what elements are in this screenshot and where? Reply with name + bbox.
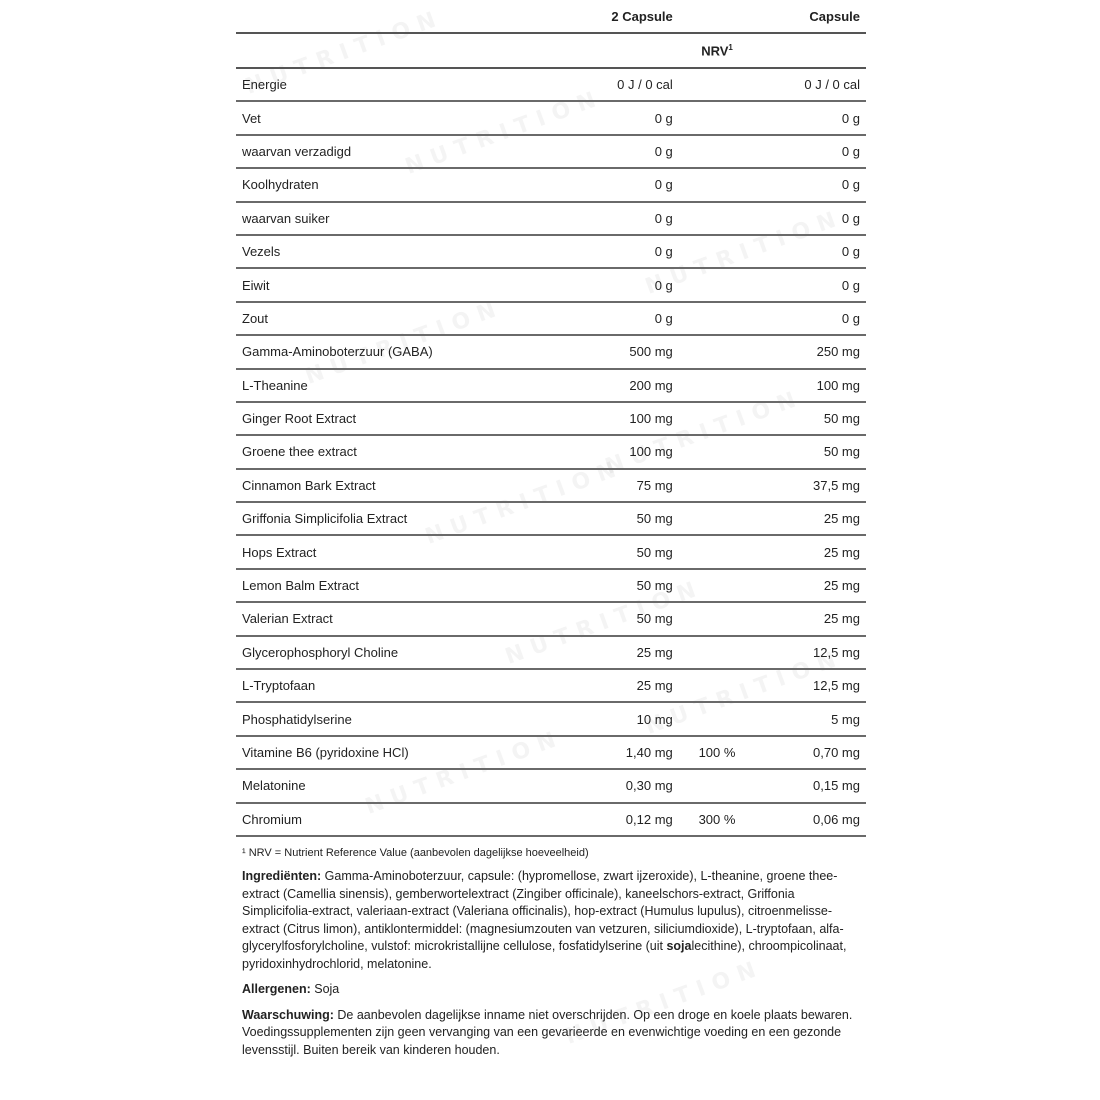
value-one-capsule: 0 J / 0 cal — [761, 68, 866, 101]
value-one-capsule: 0,06 mg — [761, 803, 866, 836]
nutrient-name: Melatonine — [236, 769, 547, 802]
nutrient-name: L-Theanine — [236, 369, 547, 402]
warning-paragraph: Waarschuwing: De aanbevolen dagelijkse inname niet overschrijden. Op een droge en koele plaats bewaren. Voedingssupplementen zijn geen vervanging van een gevarieerde en evenwichtige voeding en een gezonde levensstijl. Buiten bereik van kinderen houden. — [242, 1007, 853, 1057]
table-row — [236, 535, 866, 568]
header-one-capsule: Capsule — [761, 0, 866, 33]
table-subheader-row — [236, 33, 866, 68]
value-two-capsule: 0,12 mg — [547, 803, 673, 836]
table-row — [236, 235, 866, 268]
table-row — [236, 469, 866, 502]
value-nrv — [673, 669, 761, 702]
value-nrv — [673, 369, 761, 402]
value-two-capsule: 200 mg — [547, 369, 673, 402]
nutrient-name: Groene thee extract — [236, 435, 547, 468]
value-one-capsule: 100 mg — [761, 369, 866, 402]
value-nrv — [673, 335, 761, 368]
table-row — [236, 502, 866, 535]
value-one-capsule: 0 g — [761, 202, 866, 235]
nutrient-name: Koolhydraten — [236, 168, 547, 201]
value-two-capsule: 1,40 mg — [547, 736, 673, 769]
value-nrv — [673, 469, 761, 502]
nutrition-table — [236, 0, 866, 837]
nutrient-name: waarvan suiker — [236, 202, 547, 235]
table-row — [236, 803, 866, 836]
value-two-capsule: 0 g — [547, 168, 673, 201]
table-row — [236, 335, 866, 368]
table-row — [236, 369, 866, 402]
table-row — [236, 268, 866, 301]
nrv-footnote-marker: 1 — [728, 42, 733, 52]
nutrient-name: Griffonia Simplicifolia Extract — [236, 502, 547, 535]
table-header-row — [236, 0, 866, 33]
nrv-footnote: ¹ NRV = Nutrient Reference Value (aanbevolen dagelijkse hoeveelheid) — [242, 846, 589, 859]
value-one-capsule: 12,5 mg — [761, 636, 866, 669]
value-nrv — [673, 135, 761, 168]
value-two-capsule: 0,30 mg — [547, 769, 673, 802]
table-row — [236, 736, 866, 769]
value-two-capsule: 50 mg — [547, 502, 673, 535]
value-one-capsule: 25 mg — [761, 602, 866, 635]
value-nrv — [673, 168, 761, 201]
value-nrv — [673, 402, 761, 435]
value-two-capsule: 500 mg — [547, 335, 673, 368]
header-blank-nrv — [673, 0, 761, 33]
warning-label: Waarschuwing: — [242, 1007, 334, 1022]
value-two-capsule: 100 mg — [547, 435, 673, 468]
value-nrv: 100 % — [673, 736, 761, 769]
value-two-capsule: 100 mg — [547, 402, 673, 435]
value-nrv — [673, 68, 761, 101]
nutrient-name: waarvan verzadigd — [236, 135, 547, 168]
table-row — [236, 769, 866, 802]
allergens-paragraph: Allergenen: Soja — [242, 982, 340, 997]
value-nrv: 300 % — [673, 803, 761, 836]
nutrient-name: Zout — [236, 302, 547, 335]
nutrient-name: Gamma-Aminoboterzuur (GABA) — [236, 335, 547, 368]
nutrient-name: Ginger Root Extract — [236, 402, 547, 435]
value-nrv — [673, 702, 761, 735]
value-two-capsule: 25 mg — [547, 669, 673, 702]
nutrient-name: Phosphatidylserine — [236, 702, 547, 735]
value-nrv — [673, 435, 761, 468]
value-one-capsule: 0 g — [761, 135, 866, 168]
value-nrv — [673, 502, 761, 535]
nutrient-name: Energie — [236, 68, 547, 101]
value-one-capsule: 0 g — [761, 235, 866, 268]
value-two-capsule: 0 g — [547, 302, 673, 335]
value-one-capsule: 25 mg — [761, 569, 866, 602]
value-two-capsule: 0 g — [547, 101, 673, 134]
header-two-capsule: 2 Capsule — [547, 0, 673, 33]
value-nrv — [673, 235, 761, 268]
value-nrv — [673, 535, 761, 568]
value-nrv — [673, 101, 761, 134]
header-nrv: NRV$^1$ — [673, 33, 761, 68]
value-one-capsule: 0 g — [761, 268, 866, 301]
value-two-capsule: 10 mg — [547, 702, 673, 735]
value-one-capsule: 50 mg — [761, 402, 866, 435]
value-one-capsule: 0 g — [761, 101, 866, 134]
value-nrv — [673, 569, 761, 602]
value-one-capsule: 50 mg — [761, 435, 866, 468]
value-one-capsule: 0 g — [761, 302, 866, 335]
table-row — [236, 636, 866, 669]
nutrient-name: Eiwit — [236, 268, 547, 301]
table-row — [236, 435, 866, 468]
value-one-capsule: 12,5 mg — [761, 669, 866, 702]
value-two-capsule: 75 mg — [547, 469, 673, 502]
value-one-capsule: 5 mg — [761, 702, 866, 735]
allergen-highlight: soja — [666, 939, 692, 954]
nutrient-name: Glycerophosphoryl Choline — [236, 636, 547, 669]
nutrient-name: Valerian Extract — [236, 602, 547, 635]
nutrient-name: L-Tryptofaan — [236, 669, 547, 702]
value-one-capsule: 0,15 mg — [761, 769, 866, 802]
value-one-capsule: 0 g — [761, 168, 866, 201]
value-two-capsule: 50 mg — [547, 535, 673, 568]
value-nrv — [673, 302, 761, 335]
table-row — [236, 302, 866, 335]
nutrient-name: Lemon Balm Extract — [236, 569, 547, 602]
table-row — [236, 402, 866, 435]
allergens-label: Allergenen: — [242, 982, 311, 997]
value-two-capsule: 0 g — [547, 268, 673, 301]
table-row — [236, 68, 866, 101]
header-blank — [236, 0, 547, 33]
value-nrv — [673, 636, 761, 669]
ingredients-label: Ingrediënten: — [242, 869, 322, 884]
value-one-capsule: 250 mg — [761, 335, 866, 368]
ingredients-paragraph: Ingrediënten: Gamma-Aminoboterzuur, capsule: (hypromellose, zwart ijzeroxide), L-theanine, groene thee-extract (Camellia sinensis), gemberwortelextract (Zingiber officinale), kaneelschors-extract, Griffonia Simplicifolia-extract, valeriaan-extract (Valeriana officinalis), hop-extract (Humulus lupulus), citroenmelisse-extract (Citrus limon), antiklontermiddel: (magnesiumzouten van vetzuren, siliciumdioxide), L-tryptofaan, alfa-glycerylfosforylcholine, vulstof: microkristallijne cellulose, fosfatidylserine (uit sojalecithine), chroompicolinaat, pyridoxinhydrochlorid, melatonine. — [242, 869, 847, 971]
table-row — [236, 135, 866, 168]
table-row — [236, 569, 866, 602]
value-two-capsule: 0 g — [547, 135, 673, 168]
value-two-capsule: 0 g — [547, 202, 673, 235]
notes-section — [236, 845, 866, 1060]
value-two-capsule: 0 J / 0 cal — [547, 68, 673, 101]
nutrient-name: Chromium — [236, 803, 547, 836]
nutrient-name: Vezels — [236, 235, 547, 268]
nutrient-name: Vitamine B6 (pyridoxine HCl) — [236, 736, 547, 769]
nutrition-panel — [236, 0, 866, 1059]
table-row — [236, 168, 866, 201]
value-two-capsule: 50 mg — [547, 569, 673, 602]
value-two-capsule: 0 g — [547, 235, 673, 268]
value-one-capsule: 0,70 mg — [761, 736, 866, 769]
value-two-capsule: 50 mg — [547, 602, 673, 635]
table-row — [236, 101, 866, 134]
value-nrv — [673, 602, 761, 635]
value-nrv — [673, 202, 761, 235]
nutrient-name: Hops Extract — [236, 535, 547, 568]
value-two-capsule: 25 mg — [547, 636, 673, 669]
value-one-capsule: 25 mg — [761, 535, 866, 568]
value-one-capsule: 37,5 mg — [761, 469, 866, 502]
table-row — [236, 669, 866, 702]
nutrient-name: Vet — [236, 101, 547, 134]
table-row — [236, 702, 866, 735]
value-nrv — [673, 769, 761, 802]
nutrient-name: Cinnamon Bark Extract — [236, 469, 547, 502]
value-one-capsule: 25 mg — [761, 502, 866, 535]
value-nrv — [673, 268, 761, 301]
table-row — [236, 602, 866, 635]
table-row — [236, 202, 866, 235]
